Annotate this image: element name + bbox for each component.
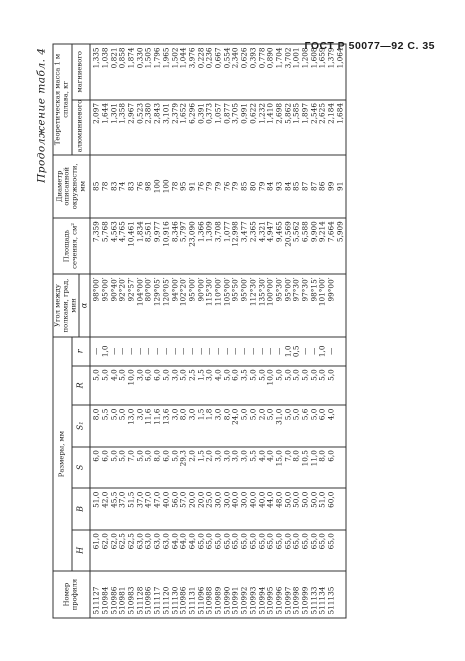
header-b: B (71, 488, 90, 530)
header-dimensions: Размеры, мм (53, 336, 72, 570)
column-area: 7,359 5,768 4,563 4,765 10,461 1,834 8,561 9,977 10,916 8,346 5,797 23,090 1,366 1,309 3,708 1,077 12,998 3,477 2,365 4,321 4,947 9,465 20,569 5,562 6,588 9,900 9,214 7,664 5,909 (90, 217, 345, 273)
header-s1: S₁ (71, 405, 90, 447)
header-area: Площадь сечения, см² (53, 217, 90, 273)
profiles-table (52, 43, 346, 618)
header-profile-number: Номер профиля (53, 571, 90, 618)
column-s1: 8,0 5,5 5,0 5,0 13,0 3,0 11,6 11,6 13,6 3,0 8,0 3,0 1,5 1,8 3,0 8,0 24,0 5,0 5,0 2,0 5,0 31,0 5,0 5,0 5,6 5,0 6,0 4,0 (90, 405, 345, 447)
column-h: 61,0 62,0 62,0 62,5 62,5 63,0 63,0 63,0 63,0 64,0 64,0 64,0 65,0 65,0 65,0 65,0 65,0 65,0 65,0 65,0 65,0 65,0 65,0 65,0 65,0 65,0 65,0 65,0 (90, 529, 345, 571)
header-r-big: R (71, 365, 90, 404)
header-mass: Теоретическая масса 1 м сплава, кг (53, 44, 72, 155)
rotated-table-block (35, 43, 430, 618)
column-r-small: — 1,0 — — — — — — — — — — — — — — — — — — — — 1,0 0,5 — — 1,0 — (90, 336, 345, 365)
page-header: ГОСТ Р 50077—92 С. 35 (304, 40, 435, 52)
column-b: 51,0 42,0 45,5 37,0 51,5 37,0 47,0 47,0 40,0 56,0 57,0 20,0 20,0 25,0 30,0 30,0 40,0 30,0 40,0 40,0 44,0 48,0 50,0 50,0 50,0 50,0 51,0 60,0 (90, 488, 345, 530)
column-magnesium-mass: 1,335 1,038 0,821 0,858 1,874 0,330 1,505 1,796 1,965 1,502 1,044 3,976 0,228 0,236 0,667 0,554 2,340 0,626 0,393 0,778 0,890 1,704 3,702 1,001 1,208 1,608 1,659 1,379 1,064 (90, 44, 345, 100)
header-h: H (71, 529, 90, 571)
column-s: 6,0 6,0 5,0 5,0 7,0 5,0 5,0 8,0 6,0 5,0 29,3 2,0 1,5 2,0 3,0 3,0 3,0 3,0 5,5 4,0 4,0 15,0 7,0 8,0 10,5 11,0 8,0 6,0 (90, 446, 345, 488)
header-angle: Угол между полками, град, мин (53, 274, 79, 337)
column-angle: 98°00′ 95°00′ 90°40′ 92°20′ 92°57′ 104°00′ 80°00′ 129°05′ 120°05′ 94°00′ 102°20′ 95°00′ 90°00′ 115°30′ 110°00′ 105°00′ 95°50′ 95°00′ 112°30′ 135°30′ 100°00′ 95°30′ 95°00′ 97°30′ 97°30′ 98°15′ 101°00′ 99°00′ (90, 274, 345, 337)
header-s: S (71, 446, 90, 488)
column-profile-number: 511127 510984 510986 510981 510983 511128 510986 511117 511120 511130 510986 511131 511096 510988 510989 510990 510991 510992 510993 510994 510995 510996 510997 510998 510999 511133 511134 511135 (90, 571, 345, 618)
column-diameter: 85 78 83 74 83 76 98 100 100 78 95 91 76 79 79 76 79 85 80 79 84 93 84 85 87 87 86 99 91 (90, 154, 345, 217)
header-diameter: Диаметр описанной окружности, мм (53, 154, 90, 217)
header-r-small: r (71, 336, 90, 365)
continuation-caption: Продолжение табл. 4 (35, 47, 47, 183)
header-magnesium: магниевого (71, 44, 90, 100)
column-r-big: 5,0 5,0 4,0 5,0 10,0 3,0 6,0 6,0 5,0 3,0 5,0 2,5 1,5 3,0 4,0 5,0 6,0 3,5 5,0 5,0 10,0 5,0 5,0 5,0 5,0 5,0 5,0 5,0 (90, 365, 345, 404)
header-alpha: α (79, 274, 90, 337)
column-aluminium-mass: 2,097 1,644 1,301 1,358 2,967 0,523 2,380 2,843 3,101 2,379 1,652 6,296 0,391 0,373 1,057 0,877 3,705 0,991 0,622 1,232 1,410 2,698 5,862 1,585 1,897 2,546 2,625 2,184 1,684 (90, 99, 345, 154)
header-aluminium: алюминиевого (71, 99, 90, 154)
